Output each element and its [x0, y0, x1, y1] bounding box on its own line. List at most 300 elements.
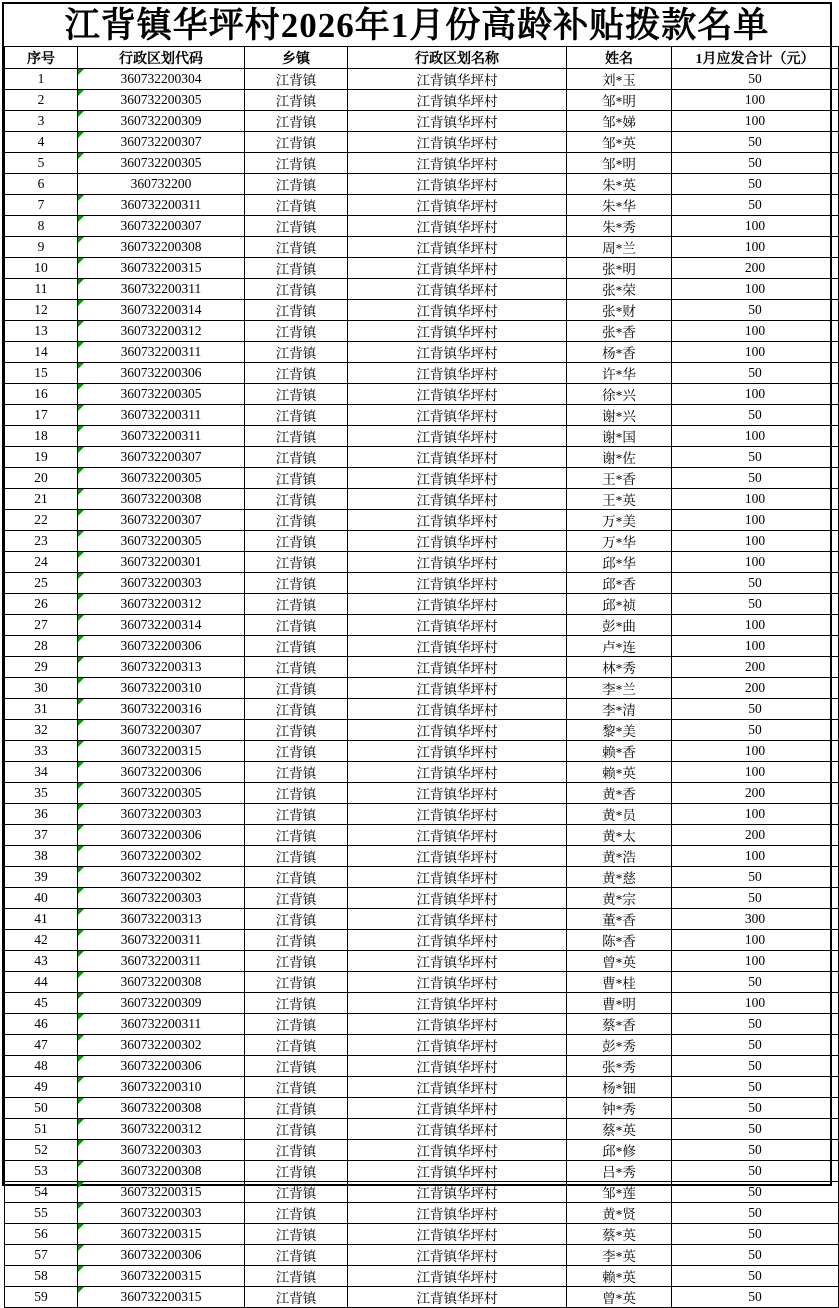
- cell-town[interactable]: 江背镇: [245, 1014, 348, 1035]
- cell-district[interactable]: 江背镇华坪村: [348, 174, 567, 195]
- cell-name[interactable]: 邹*娣: [567, 111, 672, 132]
- cell-town[interactable]: 江背镇: [245, 1161, 348, 1182]
- cell-code[interactable]: 360732200310: [78, 678, 245, 699]
- cell-no[interactable]: 34: [5, 762, 78, 783]
- cell-code[interactable]: 360732200311: [78, 930, 245, 951]
- cell-no[interactable]: 43: [5, 951, 78, 972]
- cell-amount[interactable]: 100: [672, 951, 839, 972]
- cell-district[interactable]: 江背镇华坪村: [348, 468, 567, 489]
- cell-no[interactable]: 29: [5, 657, 78, 678]
- cell-name[interactable]: 陈*香: [567, 930, 672, 951]
- cell-town[interactable]: 江背镇: [245, 1119, 348, 1140]
- cell-amount[interactable]: 300: [672, 909, 839, 930]
- cell-no[interactable]: 3: [5, 111, 78, 132]
- cell-name[interactable]: 朱*英: [567, 174, 672, 195]
- cell-town[interactable]: 江背镇: [245, 741, 348, 762]
- cell-code[interactable]: 360732200304: [78, 69, 245, 90]
- cell-district[interactable]: 江背镇华坪村: [348, 972, 567, 993]
- cell-no[interactable]: 36: [5, 804, 78, 825]
- cell-code[interactable]: 360732200307: [78, 447, 245, 468]
- cell-district[interactable]: 江背镇华坪村: [348, 804, 567, 825]
- cell-town[interactable]: 江背镇: [245, 258, 348, 279]
- cell-town[interactable]: 江背镇: [245, 930, 348, 951]
- cell-no[interactable]: 21: [5, 489, 78, 510]
- cell-no[interactable]: 57: [5, 1245, 78, 1266]
- cell-code[interactable]: 360732200306: [78, 363, 245, 384]
- cell-name[interactable]: 谢*佐: [567, 447, 672, 468]
- cell-code[interactable]: 360732200308: [78, 972, 245, 993]
- cell-no[interactable]: 48: [5, 1056, 78, 1077]
- cell-no[interactable]: 2: [5, 90, 78, 111]
- cell-amount[interactable]: 50: [672, 1035, 839, 1056]
- cell-town[interactable]: 江背镇: [245, 510, 348, 531]
- cell-name[interactable]: 杨*香: [567, 342, 672, 363]
- cell-amount[interactable]: 50: [672, 174, 839, 195]
- cell-name[interactable]: 周*兰: [567, 237, 672, 258]
- cell-code[interactable]: 360732200303: [78, 1140, 245, 1161]
- cell-name[interactable]: 彭*秀: [567, 1035, 672, 1056]
- cell-town[interactable]: 江背镇: [245, 405, 348, 426]
- cell-code[interactable]: 360732200315: [78, 1182, 245, 1203]
- cell-town[interactable]: 江背镇: [245, 1077, 348, 1098]
- cell-code[interactable]: 360732200309: [78, 993, 245, 1014]
- cell-code[interactable]: 360732200309: [78, 111, 245, 132]
- cell-no[interactable]: 47: [5, 1035, 78, 1056]
- cell-no[interactable]: 16: [5, 384, 78, 405]
- cell-town[interactable]: 江背镇: [245, 615, 348, 636]
- cell-name[interactable]: 张*财: [567, 300, 672, 321]
- cell-no[interactable]: 26: [5, 594, 78, 615]
- cell-town[interactable]: 江背镇: [245, 531, 348, 552]
- cell-no[interactable]: 5: [5, 153, 78, 174]
- cell-town[interactable]: 江背镇: [245, 426, 348, 447]
- cell-amount[interactable]: 50: [672, 888, 839, 909]
- cell-amount[interactable]: 50: [672, 1140, 839, 1161]
- cell-district[interactable]: 江背镇华坪村: [348, 258, 567, 279]
- cell-district[interactable]: 江背镇华坪村: [348, 90, 567, 111]
- cell-code[interactable]: 360732200306: [78, 825, 245, 846]
- cell-district[interactable]: 江背镇华坪村: [348, 300, 567, 321]
- cell-town[interactable]: 江背镇: [245, 1056, 348, 1077]
- cell-amount[interactable]: 100: [672, 846, 839, 867]
- cell-name[interactable]: 黄*慈: [567, 867, 672, 888]
- cell-code[interactable]: 360732200307: [78, 720, 245, 741]
- cell-code[interactable]: 360732200315: [78, 1224, 245, 1245]
- cell-name[interactable]: 曾*英: [567, 1287, 672, 1308]
- cell-name[interactable]: 黄*贤: [567, 1203, 672, 1224]
- cell-town[interactable]: 江背镇: [245, 216, 348, 237]
- cell-district[interactable]: 江背镇华坪村: [348, 132, 567, 153]
- cell-name[interactable]: 谢*国: [567, 426, 672, 447]
- cell-name[interactable]: 黎*美: [567, 720, 672, 741]
- cell-amount[interactable]: 50: [672, 1161, 839, 1182]
- cell-town[interactable]: 江背镇: [245, 237, 348, 258]
- cell-name[interactable]: 谢*兴: [567, 405, 672, 426]
- cell-code[interactable]: 360732200311: [78, 951, 245, 972]
- cell-town[interactable]: 江背镇: [245, 321, 348, 342]
- cell-district[interactable]: 江背镇华坪村: [348, 447, 567, 468]
- cell-district[interactable]: 江背镇华坪村: [348, 741, 567, 762]
- cell-district[interactable]: 江背镇华坪村: [348, 825, 567, 846]
- cell-town[interactable]: 江背镇: [245, 384, 348, 405]
- cell-name[interactable]: 黄*宗: [567, 888, 672, 909]
- cell-amount[interactable]: 50: [672, 1014, 839, 1035]
- cell-district[interactable]: 江背镇华坪村: [348, 615, 567, 636]
- cell-no[interactable]: 11: [5, 279, 78, 300]
- cell-amount[interactable]: 100: [672, 90, 839, 111]
- cell-name[interactable]: 邱*修: [567, 1140, 672, 1161]
- header-cell-amount[interactable]: 1月应发合计（元）: [672, 47, 839, 69]
- cell-town[interactable]: 江背镇: [245, 846, 348, 867]
- cell-code[interactable]: 360732200306: [78, 1056, 245, 1077]
- cell-no[interactable]: 23: [5, 531, 78, 552]
- cell-town[interactable]: 江背镇: [245, 909, 348, 930]
- cell-code[interactable]: 360732200314: [78, 300, 245, 321]
- cell-district[interactable]: 江背镇华坪村: [348, 384, 567, 405]
- cell-district[interactable]: 江背镇华坪村: [348, 216, 567, 237]
- cell-code[interactable]: 360732200306: [78, 762, 245, 783]
- cell-code[interactable]: 360732200: [78, 174, 245, 195]
- cell-name[interactable]: 王*英: [567, 489, 672, 510]
- cell-name[interactable]: 赖*英: [567, 762, 672, 783]
- cell-no[interactable]: 42: [5, 930, 78, 951]
- cell-no[interactable]: 37: [5, 825, 78, 846]
- cell-district[interactable]: 江背镇华坪村: [348, 531, 567, 552]
- cell-town[interactable]: 江背镇: [245, 636, 348, 657]
- cell-code[interactable]: 360732200315: [78, 1287, 245, 1308]
- cell-town[interactable]: 江背镇: [245, 972, 348, 993]
- cell-amount[interactable]: 50: [672, 594, 839, 615]
- cell-no[interactable]: 27: [5, 615, 78, 636]
- cell-name[interactable]: 曹*明: [567, 993, 672, 1014]
- cell-name[interactable]: 李*兰: [567, 678, 672, 699]
- cell-town[interactable]: 江背镇: [245, 447, 348, 468]
- cell-no[interactable]: 41: [5, 909, 78, 930]
- cell-district[interactable]: 江背镇华坪村: [348, 636, 567, 657]
- cell-name[interactable]: 王*香: [567, 468, 672, 489]
- cell-code[interactable]: 360732200306: [78, 636, 245, 657]
- cell-town[interactable]: 江背镇: [245, 573, 348, 594]
- cell-no[interactable]: 7: [5, 195, 78, 216]
- cell-no[interactable]: 15: [5, 363, 78, 384]
- cell-no[interactable]: 51: [5, 1119, 78, 1140]
- cell-amount[interactable]: 50: [672, 405, 839, 426]
- cell-district[interactable]: 江背镇华坪村: [348, 657, 567, 678]
- cell-name[interactable]: 张*秀: [567, 1056, 672, 1077]
- cell-district[interactable]: 江背镇华坪村: [348, 1077, 567, 1098]
- cell-no[interactable]: 19: [5, 447, 78, 468]
- cell-code[interactable]: 360732200315: [78, 741, 245, 762]
- cell-code[interactable]: 360732200308: [78, 237, 245, 258]
- cell-code[interactable]: 360732200308: [78, 1161, 245, 1182]
- cell-code[interactable]: 360732200302: [78, 1035, 245, 1056]
- cell-no[interactable]: 32: [5, 720, 78, 741]
- cell-name[interactable]: 董*香: [567, 909, 672, 930]
- cell-code[interactable]: 360732200307: [78, 132, 245, 153]
- cell-amount[interactable]: 200: [672, 678, 839, 699]
- cell-town[interactable]: 江背镇: [245, 1287, 348, 1308]
- cell-amount[interactable]: 100: [672, 510, 839, 531]
- cell-district[interactable]: 江背镇华坪村: [348, 720, 567, 741]
- cell-amount[interactable]: 50: [672, 363, 839, 384]
- cell-town[interactable]: 江背镇: [245, 1182, 348, 1203]
- cell-amount[interactable]: 50: [672, 1203, 839, 1224]
- header-cell-town[interactable]: 乡镇: [245, 47, 348, 69]
- cell-town[interactable]: 江背镇: [245, 279, 348, 300]
- cell-name[interactable]: 卢*连: [567, 636, 672, 657]
- cell-no[interactable]: 52: [5, 1140, 78, 1161]
- cell-amount[interactable]: 100: [672, 804, 839, 825]
- cell-no[interactable]: 28: [5, 636, 78, 657]
- cell-amount[interactable]: 100: [672, 279, 839, 300]
- cell-name[interactable]: 蔡*英: [567, 1119, 672, 1140]
- cell-district[interactable]: 江背镇华坪村: [348, 867, 567, 888]
- cell-town[interactable]: 江背镇: [245, 1224, 348, 1245]
- cell-name[interactable]: 许*华: [567, 363, 672, 384]
- cell-name[interactable]: 曹*桂: [567, 972, 672, 993]
- cell-amount[interactable]: 50: [672, 195, 839, 216]
- cell-district[interactable]: 江背镇华坪村: [348, 1119, 567, 1140]
- cell-amount[interactable]: 100: [672, 489, 839, 510]
- cell-code[interactable]: 360732200315: [78, 1266, 245, 1287]
- cell-amount[interactable]: 200: [672, 783, 839, 804]
- cell-no[interactable]: 12: [5, 300, 78, 321]
- cell-district[interactable]: 江背镇华坪村: [348, 1287, 567, 1308]
- cell-town[interactable]: 江背镇: [245, 195, 348, 216]
- cell-code[interactable]: 360732200305: [78, 153, 245, 174]
- cell-no[interactable]: 8: [5, 216, 78, 237]
- cell-code[interactable]: 360732200310: [78, 1077, 245, 1098]
- cell-code[interactable]: 360732200307: [78, 510, 245, 531]
- cell-district[interactable]: 江背镇华坪村: [348, 195, 567, 216]
- cell-town[interactable]: 江背镇: [245, 1098, 348, 1119]
- cell-amount[interactable]: 50: [672, 1224, 839, 1245]
- cell-no[interactable]: 39: [5, 867, 78, 888]
- cell-district[interactable]: 江背镇华坪村: [348, 279, 567, 300]
- cell-no[interactable]: 59: [5, 1287, 78, 1308]
- cell-name[interactable]: 曾*英: [567, 951, 672, 972]
- cell-amount[interactable]: 200: [672, 657, 839, 678]
- cell-town[interactable]: 江背镇: [245, 993, 348, 1014]
- cell-district[interactable]: 江背镇华坪村: [348, 1056, 567, 1077]
- cell-amount[interactable]: 50: [672, 1287, 839, 1308]
- cell-town[interactable]: 江背镇: [245, 90, 348, 111]
- cell-code[interactable]: 360732200314: [78, 615, 245, 636]
- cell-name[interactable]: 钟*秀: [567, 1098, 672, 1119]
- cell-amount[interactable]: 50: [672, 1266, 839, 1287]
- cell-amount[interactable]: 50: [672, 153, 839, 174]
- cell-code[interactable]: 360732200313: [78, 657, 245, 678]
- cell-code[interactable]: 360732200312: [78, 594, 245, 615]
- cell-name[interactable]: 蔡*香: [567, 1014, 672, 1035]
- cell-amount[interactable]: 100: [672, 993, 839, 1014]
- cell-code[interactable]: 360732200315: [78, 258, 245, 279]
- cell-town[interactable]: 江背镇: [245, 1035, 348, 1056]
- cell-code[interactable]: 360732200313: [78, 909, 245, 930]
- cell-name[interactable]: 吕*秀: [567, 1161, 672, 1182]
- cell-town[interactable]: 江背镇: [245, 804, 348, 825]
- cell-name[interactable]: 邹*明: [567, 90, 672, 111]
- cell-district[interactable]: 江背镇华坪村: [348, 1098, 567, 1119]
- cell-amount[interactable]: 50: [672, 1098, 839, 1119]
- cell-no[interactable]: 31: [5, 699, 78, 720]
- cell-amount[interactable]: 50: [672, 720, 839, 741]
- cell-town[interactable]: 江背镇: [245, 825, 348, 846]
- cell-district[interactable]: 江背镇华坪村: [348, 993, 567, 1014]
- cell-district[interactable]: 江背镇华坪村: [348, 930, 567, 951]
- cell-no[interactable]: 9: [5, 237, 78, 258]
- cell-amount[interactable]: 50: [672, 1245, 839, 1266]
- cell-no[interactable]: 45: [5, 993, 78, 1014]
- cell-no[interactable]: 20: [5, 468, 78, 489]
- cell-town[interactable]: 江背镇: [245, 1245, 348, 1266]
- cell-name[interactable]: 张*明: [567, 258, 672, 279]
- cell-amount[interactable]: 50: [672, 69, 839, 90]
- cell-no[interactable]: 25: [5, 573, 78, 594]
- cell-district[interactable]: 江背镇华坪村: [348, 573, 567, 594]
- cell-town[interactable]: 江背镇: [245, 951, 348, 972]
- cell-no[interactable]: 54: [5, 1182, 78, 1203]
- cell-amount[interactable]: 50: [672, 1056, 839, 1077]
- cell-name[interactable]: 蔡*英: [567, 1224, 672, 1245]
- cell-code[interactable]: 360732200311: [78, 405, 245, 426]
- cell-name[interactable]: 李*清: [567, 699, 672, 720]
- cell-amount[interactable]: 50: [672, 972, 839, 993]
- cell-no[interactable]: 6: [5, 174, 78, 195]
- cell-name[interactable]: 张*荣: [567, 279, 672, 300]
- cell-district[interactable]: 江背镇华坪村: [348, 153, 567, 174]
- cell-code[interactable]: 360732200307: [78, 216, 245, 237]
- cell-district[interactable]: 江背镇华坪村: [348, 1245, 567, 1266]
- cell-district[interactable]: 江背镇华坪村: [348, 1161, 567, 1182]
- cell-district[interactable]: 江背镇华坪村: [348, 489, 567, 510]
- cell-no[interactable]: 53: [5, 1161, 78, 1182]
- cell-town[interactable]: 江背镇: [245, 867, 348, 888]
- cell-name[interactable]: 李*英: [567, 1245, 672, 1266]
- cell-no[interactable]: 4: [5, 132, 78, 153]
- cell-name[interactable]: 黄*员: [567, 804, 672, 825]
- cell-no[interactable]: 14: [5, 342, 78, 363]
- cell-district[interactable]: 江背镇华坪村: [348, 237, 567, 258]
- cell-amount[interactable]: 100: [672, 237, 839, 258]
- cell-code[interactable]: 360732200316: [78, 699, 245, 720]
- cell-code[interactable]: 360732200311: [78, 1014, 245, 1035]
- cell-district[interactable]: 江背镇华坪村: [348, 678, 567, 699]
- cell-town[interactable]: 江背镇: [245, 657, 348, 678]
- cell-amount[interactable]: 100: [672, 615, 839, 636]
- cell-town[interactable]: 江背镇: [245, 174, 348, 195]
- cell-name[interactable]: 刘*玉: [567, 69, 672, 90]
- header-cell-name[interactable]: 姓名: [567, 47, 672, 69]
- cell-district[interactable]: 江背镇华坪村: [348, 552, 567, 573]
- cell-town[interactable]: 江背镇: [245, 1140, 348, 1161]
- cell-amount[interactable]: 100: [672, 111, 839, 132]
- cell-code[interactable]: 360732200303: [78, 573, 245, 594]
- cell-code[interactable]: 360732200308: [78, 489, 245, 510]
- cell-amount[interactable]: 100: [672, 342, 839, 363]
- cell-amount[interactable]: 100: [672, 384, 839, 405]
- cell-code[interactable]: 360732200311: [78, 342, 245, 363]
- cell-amount[interactable]: 50: [672, 468, 839, 489]
- cell-code[interactable]: 360732200302: [78, 846, 245, 867]
- cell-amount[interactable]: 50: [672, 300, 839, 321]
- cell-district[interactable]: 江背镇华坪村: [348, 1140, 567, 1161]
- cell-town[interactable]: 江背镇: [245, 300, 348, 321]
- cell-no[interactable]: 40: [5, 888, 78, 909]
- cell-code[interactable]: 360732200305: [78, 468, 245, 489]
- cell-district[interactable]: 江背镇华坪村: [348, 1266, 567, 1287]
- cell-district[interactable]: 江背镇华坪村: [348, 762, 567, 783]
- cell-no[interactable]: 50: [5, 1098, 78, 1119]
- cell-code[interactable]: 360732200312: [78, 321, 245, 342]
- cell-amount[interactable]: 50: [672, 1077, 839, 1098]
- cell-amount[interactable]: 100: [672, 216, 839, 237]
- header-cell-code[interactable]: 行政区划代码: [78, 47, 245, 69]
- cell-town[interactable]: 江背镇: [245, 153, 348, 174]
- cell-name[interactable]: 万*华: [567, 531, 672, 552]
- cell-name[interactable]: 邱*华: [567, 552, 672, 573]
- cell-district[interactable]: 江背镇华坪村: [348, 909, 567, 930]
- cell-no[interactable]: 18: [5, 426, 78, 447]
- cell-amount[interactable]: 50: [672, 573, 839, 594]
- cell-district[interactable]: 江背镇华坪村: [348, 426, 567, 447]
- cell-name[interactable]: 赖*英: [567, 1266, 672, 1287]
- cell-name[interactable]: 徐*兴: [567, 384, 672, 405]
- cell-town[interactable]: 江背镇: [245, 720, 348, 741]
- cell-amount[interactable]: 50: [672, 1182, 839, 1203]
- cell-code[interactable]: 360732200308: [78, 1098, 245, 1119]
- cell-code[interactable]: 360732200302: [78, 867, 245, 888]
- cell-town[interactable]: 江背镇: [245, 468, 348, 489]
- cell-amount[interactable]: 100: [672, 741, 839, 762]
- cell-no[interactable]: 35: [5, 783, 78, 804]
- cell-name[interactable]: 朱*华: [567, 195, 672, 216]
- cell-no[interactable]: 17: [5, 405, 78, 426]
- cell-district[interactable]: 江背镇华坪村: [348, 1035, 567, 1056]
- cell-no[interactable]: 46: [5, 1014, 78, 1035]
- cell-amount[interactable]: 50: [672, 447, 839, 468]
- cell-name[interactable]: 朱*秀: [567, 216, 672, 237]
- cell-no[interactable]: 33: [5, 741, 78, 762]
- cell-code[interactable]: 360732200311: [78, 195, 245, 216]
- cell-town[interactable]: 江背镇: [245, 1203, 348, 1224]
- cell-name[interactable]: 邹*莲: [567, 1182, 672, 1203]
- cell-town[interactable]: 江背镇: [245, 489, 348, 510]
- cell-district[interactable]: 江背镇华坪村: [348, 951, 567, 972]
- cell-name[interactable]: 赖*香: [567, 741, 672, 762]
- cell-code[interactable]: 360732200303: [78, 888, 245, 909]
- cell-district[interactable]: 江背镇华坪村: [348, 846, 567, 867]
- cell-no[interactable]: 13: [5, 321, 78, 342]
- cell-name[interactable]: 邱*香: [567, 573, 672, 594]
- cell-district[interactable]: 江背镇华坪村: [348, 783, 567, 804]
- cell-amount[interactable]: 100: [672, 930, 839, 951]
- cell-district[interactable]: 江背镇华坪村: [348, 363, 567, 384]
- cell-name[interactable]: 张*香: [567, 321, 672, 342]
- cell-code[interactable]: 360732200305: [78, 531, 245, 552]
- cell-code[interactable]: 360732200305: [78, 384, 245, 405]
- cell-district[interactable]: 江背镇华坪村: [348, 342, 567, 363]
- cell-name[interactable]: 黄*浩: [567, 846, 672, 867]
- cell-district[interactable]: 江背镇华坪村: [348, 69, 567, 90]
- cell-town[interactable]: 江背镇: [245, 132, 348, 153]
- cell-amount[interactable]: 50: [672, 867, 839, 888]
- cell-amount[interactable]: 100: [672, 426, 839, 447]
- cell-amount[interactable]: 100: [672, 552, 839, 573]
- header-cell-no[interactable]: 序号: [5, 47, 78, 69]
- cell-amount[interactable]: 100: [672, 762, 839, 783]
- cell-district[interactable]: 江背镇华坪村: [348, 1014, 567, 1035]
